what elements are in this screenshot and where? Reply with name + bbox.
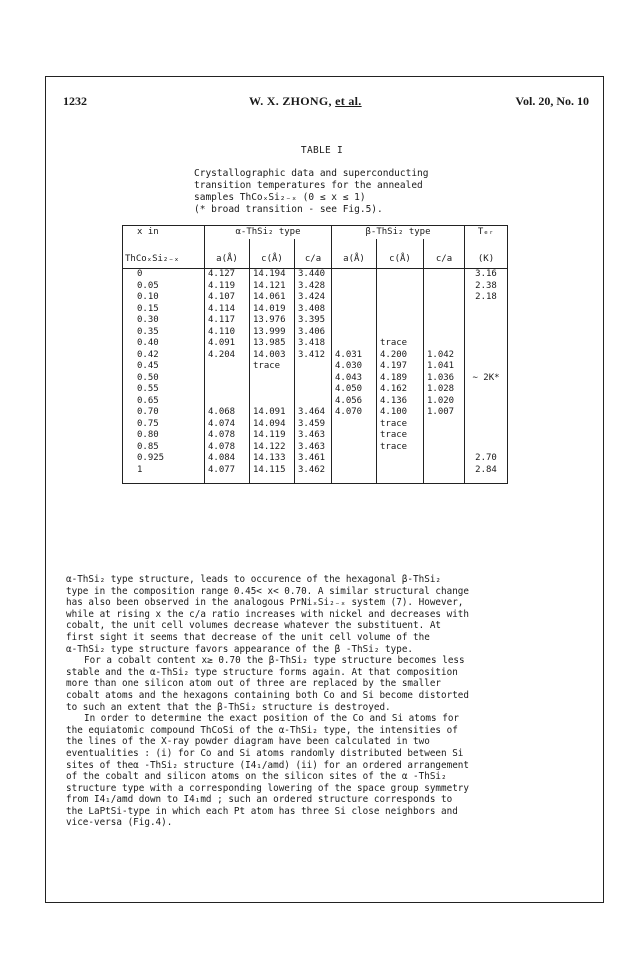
- cell-ratio-alpha: 3.461: [295, 453, 332, 465]
- cell-tcr: ∼ 2K*: [465, 373, 508, 385]
- cell-a-beta: [332, 442, 377, 454]
- cell-c-alpha: [250, 373, 295, 385]
- col-group-alpha: α-ThSi₂ type: [205, 226, 332, 240]
- cell-a-beta: [332, 269, 377, 281]
- cell-c-beta: [377, 465, 424, 484]
- cell-ratio-beta: [424, 327, 465, 339]
- cell-ratio-beta: 1.036: [424, 373, 465, 385]
- cell-c-alpha: 14.003: [250, 350, 295, 362]
- cell-ratio-beta: [424, 442, 465, 454]
- cell-x: 0.85: [123, 442, 205, 454]
- cell-ratio-beta: [424, 292, 465, 304]
- table-row: [123, 419, 508, 431]
- cell-c-beta: 4.136: [377, 396, 424, 408]
- cell-tcr: 2.38: [465, 281, 508, 293]
- cell-c-beta: [377, 269, 424, 281]
- cell-c-alpha: 14.119: [250, 430, 295, 442]
- body-line: from I4₁/amd down to I4₁md ; such an ordered structure corresponds to: [66, 794, 453, 806]
- cell-x: 0.10: [123, 292, 205, 304]
- cell-x: 0.45: [123, 361, 205, 373]
- cell-c-alpha: 14.121: [250, 281, 295, 293]
- cell-x: 0.40: [123, 338, 205, 350]
- cell-c-alpha: [250, 384, 295, 396]
- cell-a-alpha: 4.084: [205, 453, 250, 465]
- body-line: of the cobalt and silicon atoms on the silicon sites of the α -ThSi₂: [66, 771, 447, 783]
- page-number: 1232: [63, 94, 87, 108]
- cell-c-beta: [377, 304, 424, 316]
- cell-ratio-beta: 1.041: [424, 361, 465, 373]
- body-line: the LaPtSi-type in which each Pt atom has three Si close neighbors and: [66, 805, 458, 817]
- body-line: the lines of the X-ray powder diagram have been calculated in two: [66, 736, 430, 748]
- cell-ratio-alpha: 3.459: [295, 419, 332, 431]
- cell-ratio-alpha: [295, 384, 332, 396]
- cell-a-alpha: [205, 384, 250, 396]
- cell-tcr: 3.16: [465, 269, 508, 281]
- cell-a-alpha: 4.127: [205, 269, 250, 281]
- cell-tcr: [465, 396, 508, 408]
- cell-a-beta: 4.031: [332, 350, 377, 362]
- cell-x: 0.925: [123, 453, 205, 465]
- cell-x: 0: [123, 269, 205, 281]
- table-row: [123, 453, 508, 465]
- cell-a-alpha: [205, 373, 250, 385]
- cell-a-alpha: 4.091: [205, 338, 250, 350]
- col-header-a-beta: a(Å): [332, 239, 377, 269]
- cell-a-alpha: 4.078: [205, 430, 250, 442]
- cell-c-alpha: 14.122: [250, 442, 295, 454]
- cell-ratio-alpha: 3.395: [295, 315, 332, 327]
- table-row: [123, 465, 508, 484]
- table-row: [123, 350, 508, 362]
- cell-c-alpha: 14.115: [250, 465, 295, 484]
- table-row: [123, 327, 508, 339]
- cell-c-beta: [377, 281, 424, 293]
- cell-ratio-alpha: 3.412: [295, 350, 332, 362]
- cell-c-beta: trace: [377, 419, 424, 431]
- cell-c-beta: 4.197: [377, 361, 424, 373]
- cell-c-alpha: 14.019: [250, 304, 295, 316]
- col-group-beta: β-ThSi₂ type: [332, 226, 465, 240]
- cell-tcr: 2.70: [465, 453, 508, 465]
- cell-c-beta: trace: [377, 338, 424, 350]
- cell-ratio-beta: [424, 419, 465, 431]
- cell-c-beta: trace: [377, 430, 424, 442]
- cell-c-beta: 4.100: [377, 407, 424, 419]
- table-row: [123, 373, 508, 385]
- cell-a-beta: [332, 430, 377, 442]
- body-line: has also been observed in the analogous PrNiₓSi₂₋ₓ system (7). However,: [66, 597, 464, 609]
- cell-a-beta: 4.070: [332, 407, 377, 419]
- body-line: the equiatomic compound ThCoSi of the α-ThSi₂ type, the intensities of: [66, 724, 458, 736]
- cell-tcr: [465, 327, 508, 339]
- cell-a-beta: [332, 315, 377, 327]
- cell-x: 0.50: [123, 373, 205, 385]
- cell-tcr: [465, 361, 508, 373]
- cell-c-alpha: trace: [250, 361, 295, 373]
- cell-ratio-beta: [424, 269, 465, 281]
- cell-tcr: [465, 304, 508, 316]
- cell-ratio-alpha: 3.440: [295, 269, 332, 281]
- cell-c-alpha: [250, 396, 295, 408]
- table-caption: [194, 168, 474, 216]
- cell-a-beta: [332, 453, 377, 465]
- cell-tcr: [465, 419, 508, 431]
- col-header-a-alpha: a(Å): [205, 239, 250, 269]
- cell-c-alpha: 13.999: [250, 327, 295, 339]
- cell-a-beta: 4.030: [332, 361, 377, 373]
- body-line: type in the composition range 0.45< x< 0.70. A similar structural change: [66, 585, 469, 597]
- body-line: stable and the α-ThSi₂ type structure forms again. At that composition: [66, 666, 458, 678]
- cell-a-beta: [332, 465, 377, 484]
- cell-ratio-beta: [424, 281, 465, 293]
- table-row: [123, 338, 508, 350]
- body-line: more than one silicon atom out of three are replaced by the smaller: [66, 678, 442, 690]
- cell-a-alpha: 4.114: [205, 304, 250, 316]
- col-header-c-beta: c(Å): [377, 239, 424, 269]
- cell-a-beta: [332, 419, 377, 431]
- body-line: α-ThSi₂ type structure, leads to occurence of the hexagonal β-ThSi₂: [66, 574, 442, 585]
- cell-tcr: 2.84: [465, 465, 508, 484]
- cell-tcr: [465, 407, 508, 419]
- body-line: while at rising x the c/a ratio increases with nickel and decreases with: [66, 608, 469, 620]
- body-line: For a cobalt content x≥ 0.70 the β-ThSi₂ type structure becomes less: [84, 655, 465, 667]
- cell-a-beta: [332, 338, 377, 350]
- table-row: [123, 430, 508, 442]
- cell-c-beta: [377, 327, 424, 339]
- table-row: [123, 407, 508, 419]
- authors-etal: et al.: [335, 94, 362, 108]
- cell-a-beta: [332, 281, 377, 293]
- body-line: eventualities : (i) for Co and Si atoms randomly distributed between Si: [66, 747, 464, 759]
- cell-ratio-alpha: 3.406: [295, 327, 332, 339]
- cell-ratio-beta: [424, 465, 465, 484]
- cell-x: 0.75: [123, 419, 205, 431]
- cell-x: 0.15: [123, 304, 205, 316]
- cell-a-alpha: [205, 361, 250, 373]
- cell-ratio-beta: [424, 453, 465, 465]
- cell-a-beta: 4.043: [332, 373, 377, 385]
- cell-ratio-beta: 1.020: [424, 396, 465, 408]
- caption-line: transition temperatures for the annealed: [194, 180, 423, 191]
- cell-ratio-beta: 1.042: [424, 350, 465, 362]
- body-line: sites of theα -ThSi₂ structure (I4₁/amd) (ii) for an ordered arrangement: [66, 759, 469, 771]
- cell-ratio-alpha: 3.424: [295, 292, 332, 304]
- cell-a-alpha: 4.107: [205, 292, 250, 304]
- cell-c-beta: 4.162: [377, 384, 424, 396]
- running-header: [63, 94, 589, 110]
- cell-c-beta: [377, 292, 424, 304]
- col-header-ratio-alpha: c/a: [295, 239, 332, 269]
- body-line: first sight it seems that decrease of the unit cell volume of the: [66, 631, 430, 643]
- col-header-unit: (K): [465, 239, 508, 269]
- cell-x: 0.80: [123, 430, 205, 442]
- table-row: [123, 304, 508, 316]
- cell-a-alpha: [205, 396, 250, 408]
- table-row: [123, 269, 508, 281]
- body-line: cobalt atoms and the hexagons containing both Co and Si become distorted: [66, 689, 469, 701]
- cell-a-alpha: 4.074: [205, 419, 250, 431]
- cell-a-alpha: 4.078: [205, 442, 250, 454]
- cell-ratio-alpha: [295, 373, 332, 385]
- cell-a-alpha: 4.204: [205, 350, 250, 362]
- table-row: [123, 292, 508, 304]
- body-text: [66, 574, 594, 829]
- table-row: [123, 384, 508, 396]
- cell-tcr: [465, 315, 508, 327]
- col-header-c-alpha: c(Å): [250, 239, 295, 269]
- cell-ratio-beta: [424, 338, 465, 350]
- crystallographic-table: [122, 225, 508, 484]
- body-line: cobalt, the unit cell volumes decrease whatever the substituent. At: [66, 620, 442, 632]
- cell-a-beta: [332, 304, 377, 316]
- cell-x: 1: [123, 465, 205, 484]
- body-line: to such an extent that the β-ThSi₂ structure is destroyed.: [66, 701, 391, 713]
- caption-line: samples ThCoₓSi₂₋ₓ (0 ≤ x ≤ 1): [194, 192, 366, 203]
- cell-ratio-beta: 1.028: [424, 384, 465, 396]
- table-row: [123, 361, 508, 373]
- table-title: TABLE I: [300, 145, 344, 156]
- cell-tcr: 2.18: [465, 292, 508, 304]
- cell-c-alpha: 14.094: [250, 419, 295, 431]
- cell-a-beta: [332, 327, 377, 339]
- cell-tcr: [465, 430, 508, 442]
- cell-ratio-alpha: 3.464: [295, 407, 332, 419]
- cell-a-alpha: 4.077: [205, 465, 250, 484]
- cell-tcr: [465, 384, 508, 396]
- cell-c-beta: 4.189: [377, 373, 424, 385]
- authors: W. X. ZHONG, et al.: [249, 94, 362, 108]
- col-group-x: x in: [123, 226, 205, 240]
- cell-c-beta: trace: [377, 442, 424, 454]
- cell-tcr: [465, 338, 508, 350]
- cell-a-beta: 4.050: [332, 384, 377, 396]
- cell-a-alpha: 4.119: [205, 281, 250, 293]
- table-row: [123, 396, 508, 408]
- cell-x: 0.42: [123, 350, 205, 362]
- cell-a-alpha: 4.117: [205, 315, 250, 327]
- cell-ratio-alpha: 3.463: [295, 430, 332, 442]
- body-line: In order to determine the exact position of the Co and Si atoms for: [84, 713, 460, 725]
- cell-ratio-alpha: 3.418: [295, 338, 332, 350]
- caption-line: (* broad transition - see Fig.5).: [194, 204, 383, 215]
- cell-c-alpha: 14.091: [250, 407, 295, 419]
- cell-x: 0.30: [123, 315, 205, 327]
- cell-ratio-alpha: 3.463: [295, 442, 332, 454]
- col-group-tcr: Tₑᵣ: [465, 226, 508, 240]
- cell-c-alpha: 13.976: [250, 315, 295, 327]
- body-line: α-ThSi₂ type structure favors appearance of the β -ThSi₂ type.: [66, 643, 414, 655]
- body-line: structure type with a corresponding lowering of the space group symmetry: [66, 782, 469, 794]
- cell-x: 0.35: [123, 327, 205, 339]
- cell-tcr: [465, 442, 508, 454]
- cell-tcr: [465, 350, 508, 362]
- cell-ratio-beta: [424, 430, 465, 442]
- body-line: vice-versa (Fig.4).: [66, 817, 173, 829]
- cell-ratio-alpha: [295, 396, 332, 408]
- cell-x: 0.55: [123, 384, 205, 396]
- cell-x: 0.70: [123, 407, 205, 419]
- table-row: [123, 281, 508, 293]
- cell-c-alpha: 14.133: [250, 453, 295, 465]
- cell-ratio-alpha: 3.462: [295, 465, 332, 484]
- cell-ratio-beta: 1.007: [424, 407, 465, 419]
- cell-a-beta: 4.056: [332, 396, 377, 408]
- cell-c-beta: 4.200: [377, 350, 424, 362]
- cell-ratio-beta: [424, 315, 465, 327]
- cell-ratio-beta: [424, 304, 465, 316]
- table-row: [123, 315, 508, 327]
- col-header-ratio-beta: c/a: [424, 239, 465, 269]
- cell-ratio-alpha: 3.428: [295, 281, 332, 293]
- cell-a-alpha: 4.110: [205, 327, 250, 339]
- cell-c-alpha: 14.061: [250, 292, 295, 304]
- cell-c-alpha: 14.194: [250, 269, 295, 281]
- cell-a-alpha: 4.068: [205, 407, 250, 419]
- caption-line: Crystallographic data and superconducting: [194, 168, 429, 179]
- cell-c-beta: [377, 315, 424, 327]
- cell-c-beta: [377, 453, 424, 465]
- cell-c-alpha: 13.985: [250, 338, 295, 350]
- table-row: [123, 442, 508, 454]
- cell-a-beta: [332, 292, 377, 304]
- cell-ratio-alpha: [295, 361, 332, 373]
- cell-x: 0.65: [123, 396, 205, 408]
- col-header-compound: ThCoₓSi₂₋ₓ: [123, 239, 205, 269]
- cell-ratio-alpha: 3.408: [295, 304, 332, 316]
- cell-x: 0.05: [123, 281, 205, 293]
- volume-info: Vol. 20, No. 10: [515, 94, 589, 108]
